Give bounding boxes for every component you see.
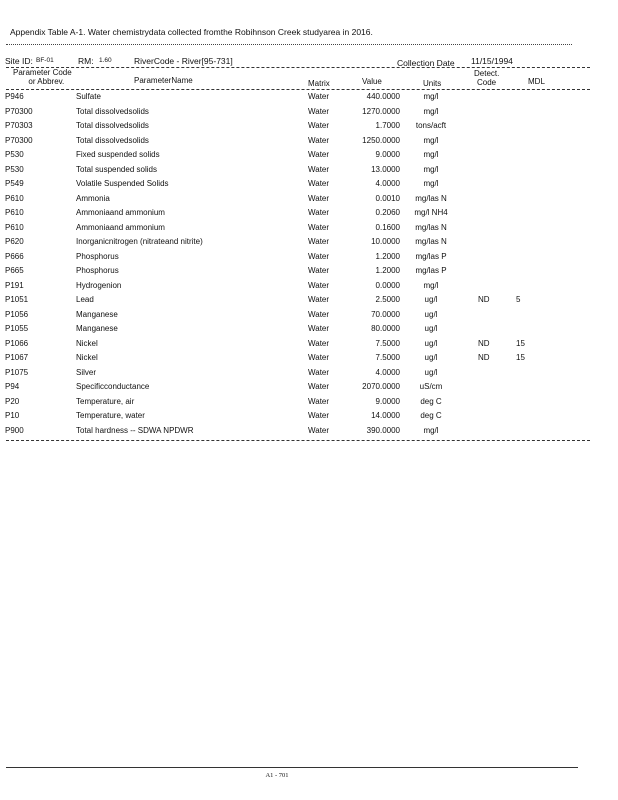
units-cell: mg/las N	[415, 193, 447, 203]
table-caption: Appendix Table A-1. Water chemistrydata collected fromthe Robihnson Creek studyarea in 2016.	[10, 27, 373, 37]
parameter-code: P530	[5, 150, 24, 159]
collection-date-label: Collection Date	[397, 58, 455, 68]
matrix-cell: Water	[308, 353, 330, 362]
table-row	[0, 324, 618, 339]
value-cell: 9.0000	[375, 396, 400, 406]
table-row	[0, 165, 618, 180]
value-cell: 1.2000	[375, 266, 400, 275]
table-row	[0, 382, 618, 397]
parameter-code: P946	[5, 92, 24, 101]
value-cell: 70.0000	[371, 309, 400, 319]
matrix-cell: Water	[308, 295, 330, 304]
collection-date-value: 11/15/1994	[471, 56, 513, 66]
table-row	[0, 426, 618, 441]
parameter-name: Specificconductance	[76, 382, 150, 391]
caption-divider	[6, 44, 572, 45]
matrix-cell: Water	[308, 251, 330, 261]
parameter-name: Nickel	[76, 338, 98, 348]
column-header-detect	[474, 69, 499, 87]
units-cell: ug/l	[424, 324, 438, 333]
parameter-code: P1055	[5, 324, 29, 333]
matrix-cell: Water	[308, 411, 330, 420]
table-row	[0, 397, 618, 412]
parameter-name: Hydrogenion	[76, 280, 122, 290]
table-row	[0, 310, 618, 325]
value-cell: 80.0000	[371, 324, 400, 333]
table-row	[0, 179, 618, 194]
value-cell: 1270.0000	[362, 106, 400, 116]
table-row	[0, 353, 618, 368]
matrix-cell: Water	[308, 396, 330, 406]
parameter-code: P549	[5, 179, 24, 188]
matrix-cell: Water	[308, 266, 330, 275]
table-row	[0, 150, 618, 165]
matrix-cell: Water	[308, 237, 330, 246]
value-cell: 13.0000	[371, 164, 400, 174]
parameter-name: Total hardness -- SDWA NPDWR	[76, 425, 194, 435]
value-cell: 1250.0000	[362, 135, 400, 145]
matrix-cell: Water	[308, 280, 330, 290]
site-id-label: Site ID:	[5, 56, 33, 66]
parameter-name: Volatile Suspended Solids	[76, 179, 169, 188]
parameter-name: Ammoniaand ammonium	[76, 208, 165, 217]
units-cell: ug/l	[424, 353, 438, 362]
value-cell: 2.5000	[375, 295, 400, 304]
value-cell: 0.1600	[375, 222, 400, 232]
parameter-name: Lead	[76, 295, 94, 304]
value-cell: 14.0000	[371, 411, 400, 420]
units-cell: ug/l	[424, 367, 438, 377]
parameter-code: P20	[5, 396, 20, 406]
matrix-cell: Water	[308, 193, 330, 203]
value-cell: 10.0000	[371, 237, 400, 246]
column-header-matrix: Matrix	[308, 79, 330, 88]
units-cell: ug/l	[424, 295, 438, 304]
table-row	[0, 411, 618, 426]
column-header-dashed-rule	[6, 89, 590, 90]
parameter-code: P1075	[5, 367, 29, 377]
table-bottom-dashed-rule	[6, 440, 590, 441]
value-cell: 390.0000	[366, 425, 400, 435]
detect-code-cell: ND	[478, 295, 490, 304]
rm-label: RM:	[78, 56, 94, 66]
table-row	[0, 223, 618, 238]
table-row	[0, 368, 618, 383]
table-row	[0, 266, 618, 281]
units-cell: tons/acft	[415, 121, 447, 130]
units-cell: mg/l	[423, 164, 439, 174]
value-cell: 1.2000	[375, 251, 400, 261]
parameter-name: Sulfate	[76, 92, 101, 101]
table-row	[0, 295, 618, 310]
parameter-name: Total suspended solids	[76, 164, 157, 174]
parameter-name: Fixed suspended solids	[76, 150, 160, 159]
matrix-cell: Water	[308, 208, 330, 217]
value-cell: 7.5000	[375, 353, 400, 362]
matrix-cell: Water	[308, 425, 330, 435]
footer-rule	[6, 767, 578, 768]
parameter-code: P10	[5, 411, 20, 420]
rm-value: 1.60	[99, 57, 112, 64]
parameter-name: Phosphorus	[76, 251, 119, 261]
parameter-code: P610	[5, 193, 24, 203]
value-cell: 440.0000	[366, 92, 400, 101]
column-header-code	[13, 68, 72, 86]
matrix-cell: Water	[308, 92, 330, 101]
mdl-cell: 15	[516, 338, 525, 348]
parameter-code: P1067	[5, 353, 29, 362]
column-header-code-line2: or Abbrev.	[28, 77, 65, 86]
parameter-code: P94	[5, 382, 20, 391]
parameter-code: P610	[5, 208, 24, 217]
units-cell: ug/l	[424, 338, 438, 348]
table-row	[0, 237, 618, 252]
parameter-code: P666	[5, 251, 24, 261]
value-cell: 1.7000	[375, 121, 400, 130]
units-cell: deg C	[420, 411, 442, 420]
parameter-name: Nickel	[76, 353, 98, 362]
matrix-cell: Water	[308, 135, 330, 145]
column-header-value: Value	[362, 77, 382, 86]
header-dashed-rule	[6, 67, 590, 68]
parameter-name: Total dissolvedsolids	[76, 106, 149, 116]
matrix-cell: Water	[308, 324, 330, 333]
units-cell: mg/l	[423, 179, 439, 188]
parameter-code: P70300	[5, 135, 33, 145]
parameter-name: Silver	[76, 367, 97, 377]
parameter-name: Phosphorus	[76, 266, 119, 275]
table-row	[0, 121, 618, 136]
site-id-value: BF-01	[36, 57, 54, 64]
parameter-code: P530	[5, 164, 24, 174]
matrix-cell: Water	[308, 150, 330, 159]
table-row	[0, 281, 618, 296]
units-cell: mg/l NH4	[414, 208, 448, 217]
matrix-cell: Water	[308, 309, 330, 319]
page-number: A1 - 701	[265, 772, 289, 779]
parameter-name: Manganese	[76, 324, 118, 333]
river-code: RiverCode - River[95-731]	[134, 56, 233, 66]
units-cell: mg/l	[423, 425, 439, 435]
value-cell: 4.0000	[375, 367, 400, 377]
matrix-cell: Water	[308, 179, 330, 188]
mdl-cell: 5	[516, 295, 521, 304]
matrix-cell: Water	[308, 338, 330, 348]
table-row	[0, 107, 618, 122]
matrix-cell: Water	[308, 106, 330, 116]
value-cell: 0.0000	[375, 280, 400, 290]
value-cell: 0.2060	[375, 208, 400, 217]
table-row	[0, 339, 618, 354]
detect-code-cell: ND	[478, 338, 490, 348]
column-header-units: Units	[423, 79, 442, 88]
parameter-name: Ammonia	[76, 193, 110, 203]
units-cell: mg/l	[423, 135, 439, 145]
parameter-name: Temperature, water	[76, 411, 145, 420]
parameter-name: Total dissolvedsolids	[76, 121, 149, 130]
value-cell: 7.5000	[375, 338, 400, 348]
column-header-name: ParameterName	[134, 76, 193, 85]
parameter-name: Ammoniaand ammonium	[76, 222, 165, 232]
units-cell: mg/las P	[415, 251, 447, 261]
column-header-detect-line1: Detect.	[474, 69, 500, 78]
units-cell: mg/l	[423, 106, 439, 116]
column-header-detect-line2: Code	[477, 78, 497, 87]
parameter-name: Total dissolvedsolids	[76, 135, 149, 145]
table-row	[0, 252, 618, 267]
units-cell: mg/las P	[415, 266, 447, 275]
matrix-cell: Water	[308, 382, 330, 391]
column-header-mdl: MDL	[528, 77, 545, 86]
value-cell: 4.0000	[375, 179, 400, 188]
units-cell: mg/l	[423, 92, 439, 101]
units-cell: ug/l	[424, 309, 438, 319]
units-cell: mg/las N	[415, 237, 447, 246]
matrix-cell: Water	[308, 367, 330, 377]
column-header-code-line1: Parameter Code	[13, 68, 72, 77]
detect-code-cell: ND	[478, 353, 490, 362]
value-cell: 0.0010	[375, 193, 400, 203]
parameter-code: P610	[5, 222, 24, 232]
parameter-code: P1051	[5, 295, 29, 304]
data-table-body	[0, 92, 618, 440]
units-cell: mg/l	[423, 280, 439, 290]
mdl-cell: 15	[516, 353, 525, 362]
parameter-name: Manganese	[76, 309, 118, 319]
table-row	[0, 194, 618, 209]
value-cell: 2070.0000	[362, 382, 400, 391]
parameter-code: P900	[5, 425, 24, 435]
units-cell: deg C	[420, 396, 442, 406]
parameter-code: P191	[5, 280, 24, 290]
parameter-code: P1066	[5, 338, 29, 348]
parameter-code: P70300	[5, 106, 33, 116]
units-cell: uS/cm	[419, 382, 443, 391]
parameter-code: P665	[5, 266, 24, 275]
matrix-cell: Water	[308, 164, 330, 174]
value-cell: 9.0000	[375, 150, 400, 159]
matrix-cell: Water	[308, 222, 330, 232]
parameter-code: P620	[5, 237, 24, 246]
parameter-code: P70303	[5, 121, 33, 130]
matrix-cell: Water	[308, 121, 330, 130]
parameter-code: P1056	[5, 309, 29, 319]
units-cell: mg/las N	[415, 222, 447, 232]
table-row	[0, 208, 618, 223]
units-cell: mg/l	[423, 150, 439, 159]
parameter-name: Inorganicnitrogen (nitrateand nitrite)	[76, 237, 203, 246]
parameter-name: Temperature, air	[76, 396, 135, 406]
table-row	[0, 136, 618, 151]
table-row	[0, 92, 618, 107]
